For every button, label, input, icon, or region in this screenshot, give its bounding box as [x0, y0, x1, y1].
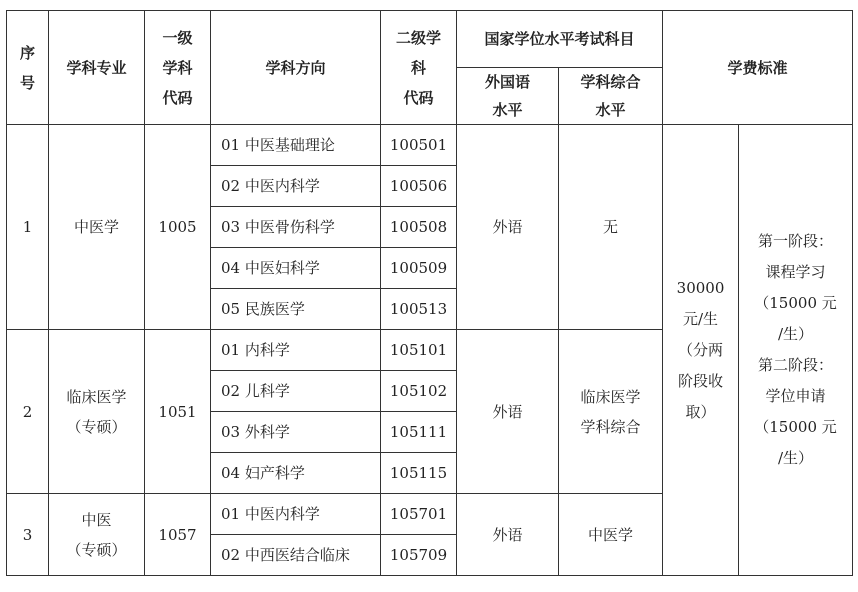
header-integrated-subject: 学科综合 水平	[559, 68, 663, 125]
header-major: 学科专业	[49, 11, 145, 125]
level2-code-cell: 100501	[381, 125, 457, 166]
direction-cell: 04 妇产科学	[211, 453, 381, 494]
header-foreign-language: 外国语 水平	[457, 68, 559, 125]
level2-code-cell: 105101	[381, 330, 457, 371]
seq-cell: 3	[7, 494, 49, 576]
level2-code-cell: 100508	[381, 207, 457, 248]
foreign-language-cell: 外语	[457, 330, 559, 494]
direction-cell: 04 中医妇科学	[211, 248, 381, 289]
direction-cell: 01 中医基础理论	[211, 125, 381, 166]
header-seq: 序 号	[7, 11, 49, 125]
level2-code-cell: 105102	[381, 371, 457, 412]
header-fee: 学费标准	[663, 11, 853, 125]
header-national-exam: 国家学位水平考试科目	[457, 11, 663, 68]
level1-code-cell: 1051	[145, 330, 211, 494]
level2-code-cell: 105115	[381, 453, 457, 494]
direction-cell: 02 中西医结合临床	[211, 535, 381, 576]
seq-cell: 1	[7, 125, 49, 330]
level2-code-cell: 105701	[381, 494, 457, 535]
major-cell: 中医 （专硕）	[49, 494, 145, 576]
direction-cell: 03 中医骨伤科学	[211, 207, 381, 248]
level1-code-cell: 1005	[145, 125, 211, 330]
direction-cell: 02 中医内科学	[211, 166, 381, 207]
level2-code-cell: 100506	[381, 166, 457, 207]
seq-cell: 2	[7, 330, 49, 494]
foreign-language-cell: 外语	[457, 494, 559, 576]
table-row	[7, 125, 853, 166]
direction-cell: 01 中医内科学	[211, 494, 381, 535]
header-direction: 学科方向	[211, 11, 381, 125]
integrated-subject-cell: 中医学	[559, 494, 663, 576]
major-cell: 临床医学 （专硕）	[49, 330, 145, 494]
level2-code-cell: 100509	[381, 248, 457, 289]
direction-cell: 01 内科学	[211, 330, 381, 371]
level2-code-cell: 105111	[381, 412, 457, 453]
foreign-language-cell: 外语	[457, 125, 559, 330]
direction-cell: 05 民族医学	[211, 289, 381, 330]
integrated-subject-cell: 无	[559, 125, 663, 330]
level2-code-cell: 105709	[381, 535, 457, 576]
integrated-subject-cell: 临床医学 学科综合	[559, 330, 663, 494]
degree-fee-table	[6, 10, 853, 576]
fee-total-cell: 30000 元/生 （分两 阶段收 取）	[663, 125, 739, 576]
fee-stages-cell: 第一阶段： 课程学习 （15000 元 /生） 第二阶段： 学位申请 （15000 元 /生）	[739, 125, 853, 576]
major-cell: 中医学	[49, 125, 145, 330]
header-level2-code: 二级学 科 代码	[381, 11, 457, 125]
level1-code-cell: 1057	[145, 494, 211, 576]
direction-cell: 03 外科学	[211, 412, 381, 453]
level2-code-cell: 100513	[381, 289, 457, 330]
header-level1-code: 一级 学科 代码	[145, 11, 211, 125]
direction-cell: 02 儿科学	[211, 371, 381, 412]
